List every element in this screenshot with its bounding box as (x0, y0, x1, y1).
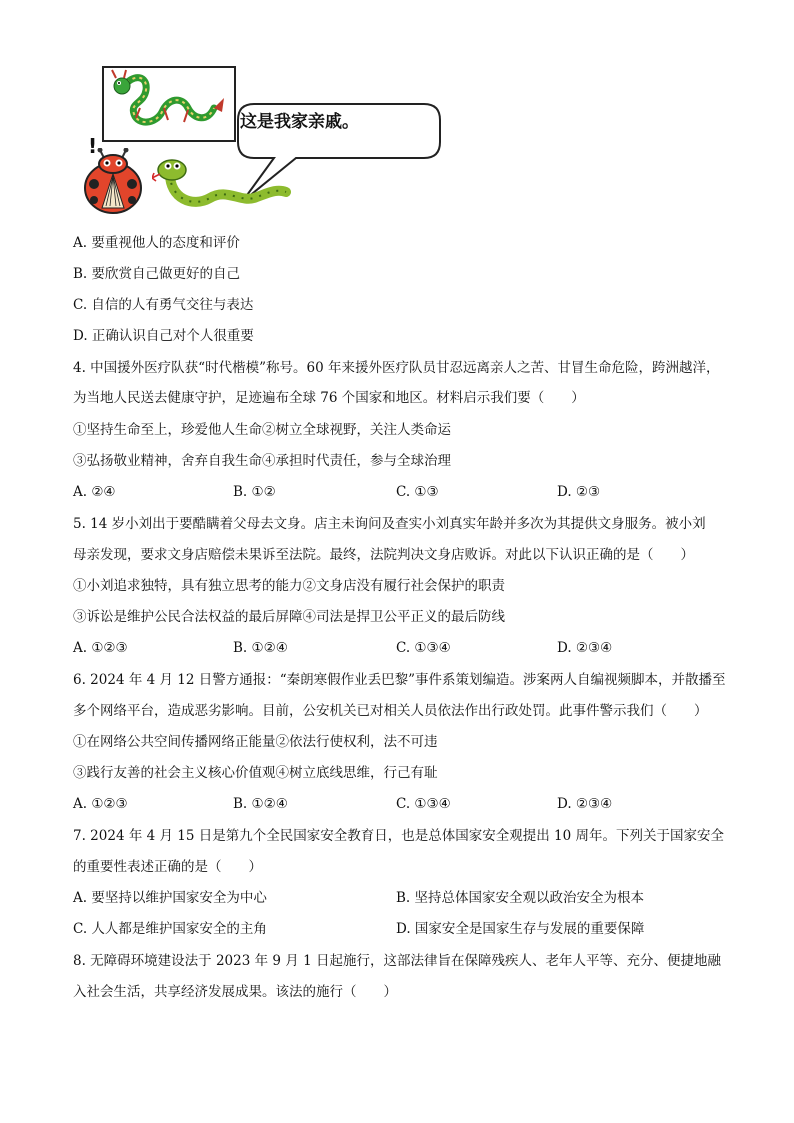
q8-stem-line-2: 入社会生活，共享经济发展成果。该法的施行（ ） (73, 984, 397, 1000)
snake-icon (152, 158, 292, 218)
q4-option-a: A. ②④ (73, 484, 116, 500)
q5-statement-1: ①小刘追求独特，具有独立思考的能力②文身店没有履行社会保护的职责 (73, 578, 505, 594)
q5-option-a: A. ①②③ (73, 640, 128, 656)
q7-option-d: D. 国家安全是国家生存与发展的重要保障 (396, 921, 645, 937)
dragon-icon (104, 68, 234, 140)
q4-option-c: C. ①③ (396, 484, 439, 500)
q6-option-d: D. ②③④ (557, 796, 613, 812)
q7-stem-line-1: 7. 2024 年 4 月 15 日是第九个全民国家安全教育日，也是总体国家安全观提出 10 周年。下列关于国家安全 (73, 828, 725, 844)
q3-option-a: A. 要重视他人的态度和评价 (73, 235, 240, 251)
q8-stem-line-1: 8. 无障碍环境建设法于 2023 年 9 月 1 日起施行，这部法律旨在保障残疾人、老年人平等、充分、便捷地融 (73, 953, 721, 969)
q6-option-b: B. ①②④ (233, 796, 288, 812)
q6-option-a: A. ①②③ (73, 796, 128, 812)
exclamation-mark: ! (88, 134, 98, 158)
q4-statement-1: ①坚持生命至上，珍爱他人生命②树立全球视野，关注人类命运 (73, 422, 451, 438)
q5-stem-line-2: 母亲发现，要求文身店赔偿未果诉至法院。最终，法院判决文身店败诉。对此以下认识正确的是（ ） (73, 547, 694, 563)
q3-option-d: D. 正确认识自己对个人很重要 (73, 328, 254, 344)
q5-option-c: C. ①③④ (396, 640, 451, 656)
q7-option-b: B. 坚持总体国家安全观以政治安全为根本 (396, 890, 645, 906)
q3-option-b: B. 要欣赏自己做更好的自己 (73, 266, 241, 282)
q4-option-b: B. ①② (233, 484, 276, 500)
q6-statement-2: ③践行友善的社会主义核心价值观④树立底线思维，行己有耻 (73, 765, 438, 781)
q6-statement-1: ①在网络公共空间传播网络正能量②依法行使权利，法不可违 (73, 734, 438, 750)
ladybug-icon (82, 148, 144, 214)
q7-option-a: A. 要坚持以维护国家安全为中心 (73, 890, 267, 906)
q5-stem-line-1: 5. 14 岁小刘出于要酷瞒着父母去文身。店主未询问及查实小刘真实年龄并多次为其提供文身服务。被小刘 (73, 516, 706, 532)
speech-text: 这是我家亲戚。 (240, 112, 359, 132)
q6-stem-line-2: 多个网络平台，造成恶劣影响。目前，公安机关已对相关人员依法作出行政处罚。此事件警示我们（ ） (73, 703, 708, 719)
q5-statement-2: ③诉讼是维护公民合法权益的最后屏障④司法是捍卫公平正义的最后防线 (73, 609, 505, 625)
q4-stem-line-2: 为当地人民送去健康守护，足迹遍布全球 76 个国家和地区。材料启示我们要（ ） (73, 390, 585, 406)
q5-option-d: D. ②③④ (557, 640, 613, 656)
q7-stem-line-2: 的重要性表述正确的是（ ） (73, 859, 262, 875)
dragon-picture-frame (102, 66, 236, 142)
q3-option-c: C. 自信的人有勇气交往与表达 (73, 297, 254, 313)
q5-option-b: B. ①②④ (233, 640, 288, 656)
q4-statement-2: ③弘扬敬业精神，舍弃自我生命④承担时代责任，参与全球治理 (73, 453, 451, 469)
q4-stem-line-1: 4. 中国援外医疗队获“时代楷模”称号。60 年来援外医疗队员甘忍远离亲人之苦、甘冒生命危险，跨洲越洋， (73, 360, 720, 376)
cartoon-figure (82, 62, 382, 222)
q6-stem-line-1: 6. 2024 年 4 月 12 日警方通报：“秦朗寒假作业丢巴黎”事件系策划编造。涉案两人自编视频脚本，并散播至 (73, 672, 726, 688)
q7-option-c: C. 人人都是维护国家安全的主角 (73, 921, 267, 937)
q6-option-c: C. ①③④ (396, 796, 451, 812)
q4-option-d: D. ②③ (557, 484, 601, 500)
